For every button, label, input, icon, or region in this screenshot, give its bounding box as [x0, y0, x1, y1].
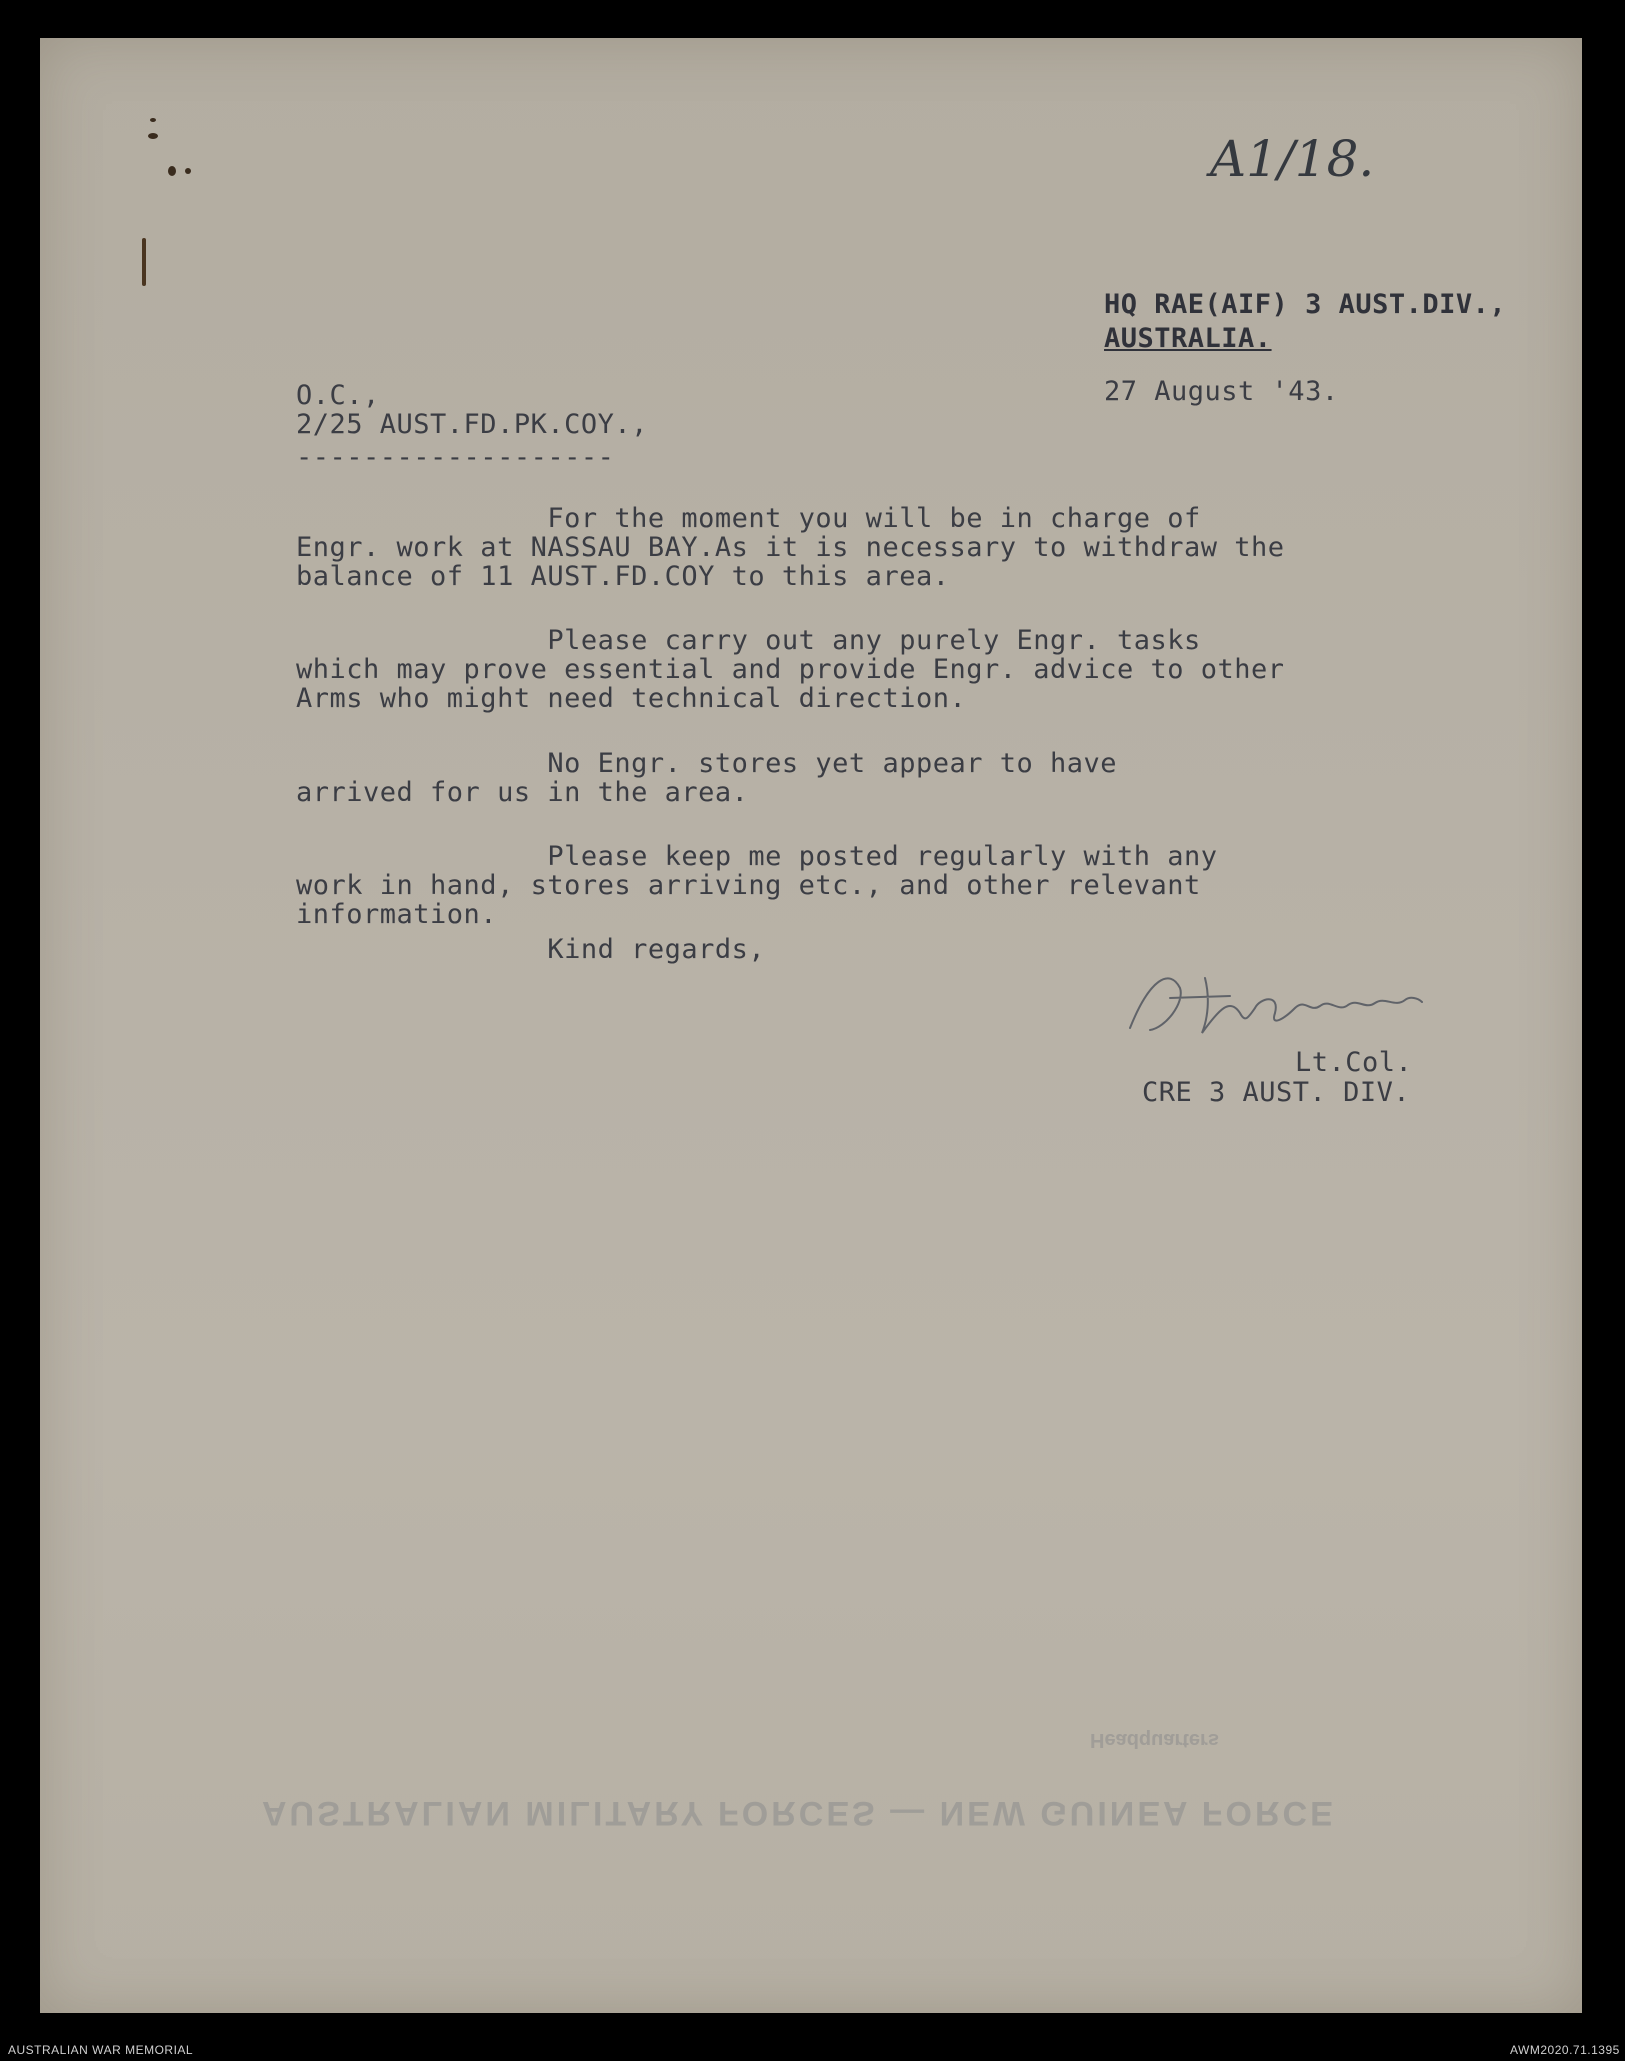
- body-line: which may prove essential and provide Engr. advice to other: [296, 654, 1285, 685]
- recipient-line1: O.C.,: [296, 380, 380, 411]
- body-line: For the moment you will be in charge of: [296, 503, 1201, 534]
- ink-smudge: [150, 118, 156, 122]
- body-line: information.: [296, 899, 498, 930]
- ink-smudge: [185, 168, 191, 174]
- archive-footer-right: AWM2020.71.1395: [1510, 2043, 1620, 2057]
- body-line: arrived for us in the area.: [296, 777, 749, 808]
- body-line: No Engr. stores yet appear to have: [296, 748, 1118, 779]
- ink-smudge: [148, 133, 158, 139]
- body-line: work in hand, stores arriving etc., and other relevant: [296, 870, 1201, 901]
- file-reference-note: A1/18.: [1210, 130, 1375, 188]
- signatory-rank: Lt.Col.: [1295, 1047, 1413, 1078]
- letterhead-watermark-sub: Headquarters: [1090, 1729, 1219, 1751]
- signatory-title: CRE 3 AUST. DIV.: [1142, 1077, 1411, 1108]
- closing-line: Kind regards,: [296, 934, 766, 965]
- archive-footer-left: AUSTRALIAN WAR MEMORIAL: [8, 2043, 194, 2057]
- recipient-line2: 2/25 AUST.FD.PK.COY.,: [296, 409, 648, 440]
- body-line: Please keep me posted regularly with any: [296, 841, 1218, 872]
- ink-smudge: [142, 238, 146, 286]
- body-line: Please carry out any purely Engr. tasks: [296, 625, 1201, 656]
- letter-page: [40, 38, 1582, 2013]
- letterhead-watermark-main: AUSTRALIAN MILITARY FORCES — NEW GUINEA FORCE: [262, 1794, 1336, 1832]
- sender-address-line1: HQ RAE(AIF) 3 AUST.DIV.,: [1104, 289, 1507, 320]
- sender-address-line2: AUSTRALIA.: [1104, 323, 1272, 354]
- body-line: Engr. work at NASSAU BAY.As it is necessary to withdraw the: [296, 532, 1285, 563]
- body-line: balance of 11 AUST.FD.COY to this area.: [296, 561, 950, 592]
- signature-image: [1110, 958, 1450, 1048]
- letter-date: 27 August '43.: [1104, 376, 1339, 407]
- ink-smudge: [168, 166, 176, 176]
- body-line: Arms who might need technical direction.: [296, 683, 967, 714]
- recipient-rule: -------------------: [296, 442, 615, 473]
